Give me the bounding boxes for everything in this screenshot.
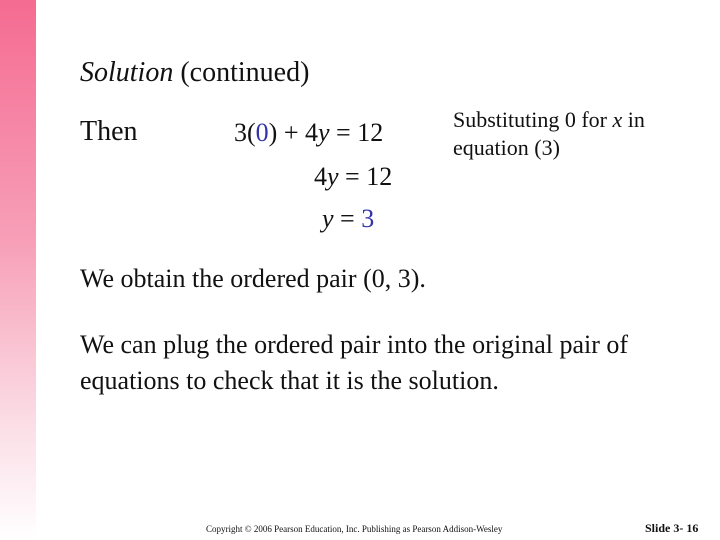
slide-number: Slide 3- 16 — [645, 521, 699, 535]
slide-title — [80, 57, 309, 89]
note-pre: Substituting 0 for — [453, 107, 613, 132]
eq1-var: y — [318, 118, 330, 147]
substitution-note — [453, 106, 703, 162]
decorative-side-bar — [0, 0, 36, 540]
equation-line-2 — [314, 162, 392, 192]
equation-line-1 — [234, 118, 383, 148]
copyright-footer: Copyright © 2006 Pearson Education, Inc. Publishing as Pearson Addison-Wesley — [206, 524, 503, 534]
title-rest: (continued) — [173, 57, 310, 88]
ordered-pair-statement: We obtain the ordered pair (0, 3). — [80, 264, 426, 293]
eq1-post: = 12 — [329, 118, 384, 147]
eq3-mid: = — [333, 204, 362, 233]
eq1-pre: 3( — [234, 118, 256, 147]
equation-line-3 — [322, 204, 374, 234]
note-post: in equation (3) — [453, 107, 645, 160]
eq1-mid: ) + 4 — [268, 118, 318, 147]
note-var: x — [612, 107, 623, 132]
eq2-post: = 12 — [338, 162, 393, 191]
then-label: Then — [80, 116, 138, 147]
eq2-pre: 4 — [314, 162, 327, 191]
eq2-var: y — [327, 162, 339, 191]
eq3-value: 3 — [361, 204, 375, 233]
eq3-var: y — [322, 204, 334, 233]
title-italic: Solution — [80, 57, 174, 88]
eq1-zero: 0 — [255, 118, 269, 147]
check-statement: We can plug the ordered pair into the original pair of equations to check that it is the solution. — [80, 330, 629, 395]
